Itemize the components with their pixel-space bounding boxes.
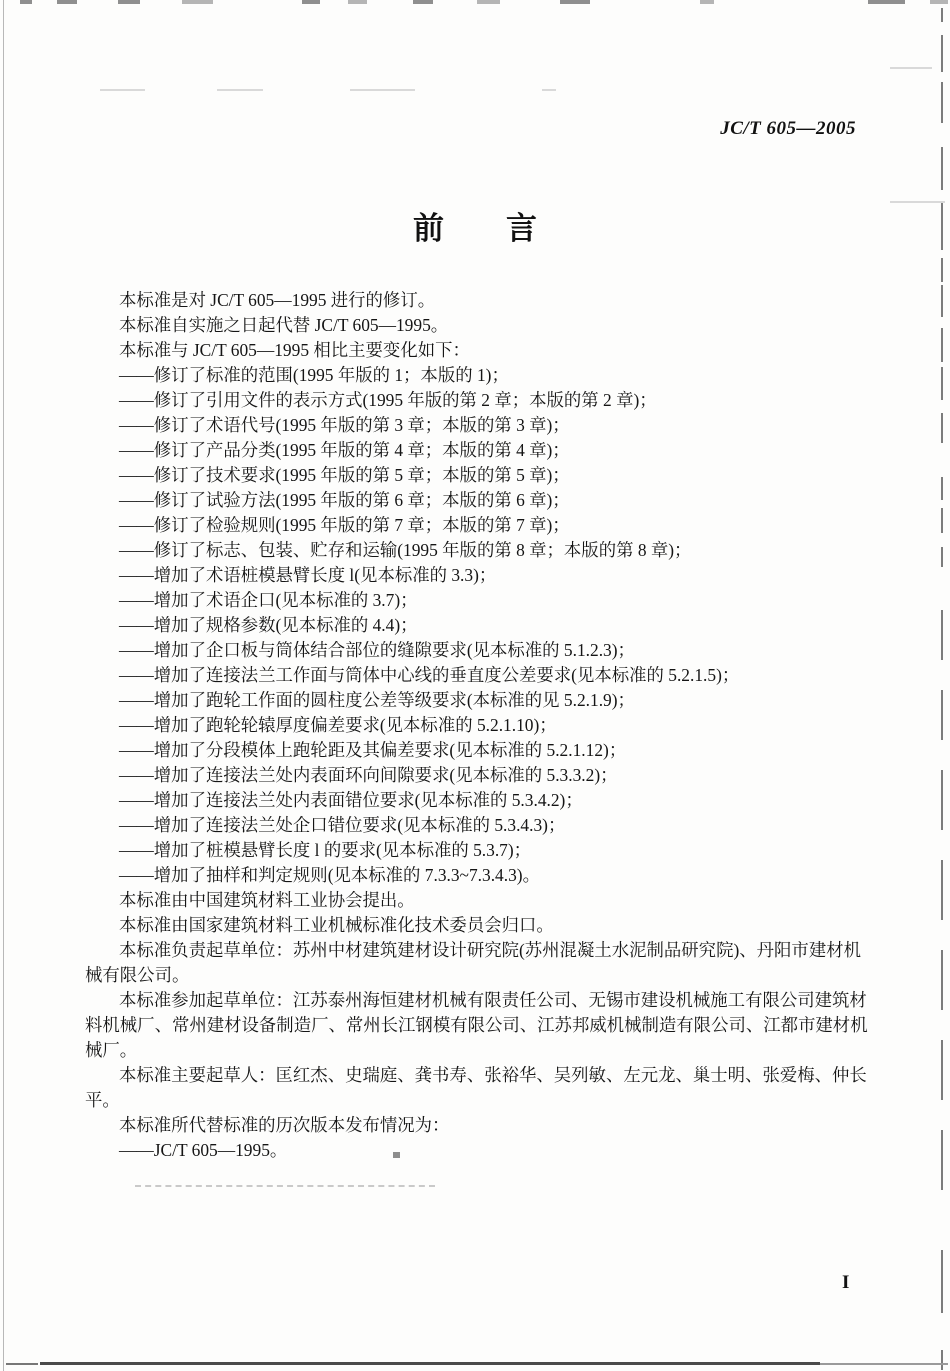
foreword-line: 本标准与 JC/T 605—1995 相比主要变化如下： <box>119 340 470 360</box>
scan-edge-right <box>941 413 943 443</box>
foreword-line: ——增加了跑轮工作面的圆柱度公差等级要求(本标准的见 5.2.1.9)； <box>119 690 635 710</box>
scan-edge-right <box>941 1130 943 1190</box>
foreword-line: ——增加了抽样和判定规则(见本标准的 7.3.3~7.3.4.3)。 <box>119 865 540 885</box>
scan-artifact <box>413 0 433 4</box>
scan-artifact <box>560 0 590 4</box>
foreword-line: ——增加了跑轮轮辕厚度偏差要求(见本标准的 5.2.1.10)； <box>119 715 557 735</box>
scan-artifact <box>348 0 367 4</box>
scan-edge-right <box>941 35 943 72</box>
scan-edge-right <box>941 367 943 400</box>
scan-artifact <box>302 0 320 4</box>
scan-artifact <box>57 0 77 4</box>
foreword-line: ——增加了连接法兰处内表面错位要求(见本标准的 5.3.4.2)； <box>119 790 583 810</box>
scan-artifact <box>350 89 415 91</box>
foreword-line: ——增加了连接法兰处企口错位要求(见本标准的 5.3.4.3)； <box>119 815 566 835</box>
scan-artifact <box>100 89 145 91</box>
foreword-line: ——增加了桩模悬臂长度 l 的要求(见本标准的 5.3.7)； <box>119 840 532 860</box>
foreword-line: ——修订了试验方法(1995 年版的第 6 章；本版的第 6 章)； <box>119 490 570 510</box>
scan-artifact <box>217 89 263 91</box>
scan-edge-right <box>941 82 943 123</box>
page-title-char-2: 言 <box>506 211 537 246</box>
scan-artifact <box>477 0 500 4</box>
foreword-line: ——修订了技术要求(1995 年版的第 5 章；本版的第 5 章)； <box>119 465 570 485</box>
foreword-line: 本标准负责起草单位：苏州中材建筑建材设计研究院(苏州混凝土水泥制品研究院)、丹阳市建材机 <box>119 940 861 960</box>
scan-edge-right <box>941 285 943 317</box>
scan-edge-right <box>941 477 943 500</box>
scan-artifact <box>700 0 714 4</box>
foreword-line: ——修订了术语代号(1995 年版的第 3 章；本版的第 3 章)； <box>119 415 570 435</box>
page-title <box>0 203 950 248</box>
page-number: I <box>842 1272 850 1293</box>
foreword-line: ——修订了产品分类(1995 年版的第 4 章；本版的第 4 章)； <box>119 440 570 460</box>
scan-edge-right <box>941 690 943 740</box>
foreword-line: ——增加了规格参数(见本标准的 4.4)； <box>119 615 418 635</box>
scan-edge-right <box>941 328 943 362</box>
foreword-line: ——增加了术语桩模悬臂长度 l(见本标准的 3.3)； <box>119 565 497 585</box>
scan-edge-right <box>941 147 943 190</box>
scan-artifact <box>182 0 213 4</box>
scan-edge-right <box>941 8 943 22</box>
foreword-line: ——修订了标志、包装、贮存和运输(1995 年版的第 8 章；本版的第 8 章)； <box>119 540 692 560</box>
foreword-line: 本标准由中国建筑材料工业协会提出。 <box>119 890 415 910</box>
scan-edge-bottom <box>820 1363 948 1365</box>
foreword-line: ——修订了引用文件的表示方式(1995 年版的第 2 章；本版的第 2 章)； <box>119 390 657 410</box>
scan-edge-right <box>941 950 943 1010</box>
scan-edge-right <box>941 258 943 282</box>
foreword-line: 本标准自实施之日起代替 JC/T 605—1995。 <box>119 315 449 335</box>
scan-edge-right <box>941 610 943 660</box>
foreword-line: ——增加了连接法兰工作面与筒体中心线的垂直度公差要求(见本标准的 5.2.1.5)； <box>119 665 740 685</box>
scan-artifact <box>542 89 556 91</box>
scan-edge-right <box>941 547 943 567</box>
foreword-line: 本标准主要起草人：匡红杰、史瑞庭、龚书寿、张裕华、吴列敏、左元龙、巢士明、张爱梅、仲长 <box>119 1065 867 1085</box>
foreword-line: 本标准由国家建筑材料工业机械标准化技术委员会归口。 <box>119 915 554 935</box>
foreword-line: ——增加了连接法兰处内表面环向间隙要求(见本标准的 5.3.3.2)； <box>119 765 618 785</box>
scan-edge-right <box>941 860 943 920</box>
scan-edge-right <box>941 1040 943 1100</box>
foreword-line: ——增加了分段模体上跑轮距及其偏差要求(见本标准的 5.2.1.12)； <box>119 740 627 760</box>
foreword-line: ——增加了术语企口(见本标准的 3.7)； <box>119 590 418 610</box>
foreword-line: ——JC/T 605—1995。 <box>119 1140 288 1160</box>
scan-edge-right <box>941 770 943 830</box>
scan-artifact <box>890 67 932 69</box>
scan-artifact <box>135 1185 435 1187</box>
scan-edge-bottom <box>40 1362 820 1365</box>
scan-artifact <box>20 0 32 4</box>
scan-edge-right <box>941 508 943 533</box>
standard-code: JC/T 605—2005 <box>720 118 856 139</box>
scan-artifact <box>868 0 905 4</box>
foreword-line: 料机械厂、常州建材设备制造厂、常州长江钢模有限公司、江苏邦威机械制造有限公司、江都市建材机 <box>85 1015 868 1035</box>
scan-edge-right <box>941 1250 943 1313</box>
foreword-line: 平。 <box>85 1090 120 1110</box>
foreword-line: 械有限公司。 <box>85 965 190 985</box>
foreword-line: 械厂。 <box>85 1040 138 1060</box>
foreword-line: 本标准是对 JC/T 605—1995 进行的修订。 <box>119 290 436 310</box>
scan-artifact <box>118 0 140 4</box>
foreword-line: ——增加了企口板与筒体结合部位的缝隙要求(见本标准的 5.1.2.3)； <box>119 640 635 660</box>
foreword-body <box>85 288 871 1163</box>
foreword-line: 本标准所代替标准的历次版本发布情况为： <box>119 1115 450 1135</box>
foreword-line: ——修订了标准的范围(1995 年版的 1；本版的 1)； <box>119 365 509 385</box>
scan-artifact <box>930 0 948 4</box>
page-title-char-1: 前 <box>413 211 444 246</box>
scan-edge-bottom <box>6 1363 38 1365</box>
foreword-line: 本标准参加起草单位：江苏泰州海恒建材机械有限责任公司、无锡市建设机械施工有限公司建筑材 <box>119 990 867 1010</box>
scan-edge-right <box>941 1350 943 1370</box>
foreword-line: ——修订了检验规则(1995 年版的第 7 章；本版的第 7 章)； <box>119 515 570 535</box>
